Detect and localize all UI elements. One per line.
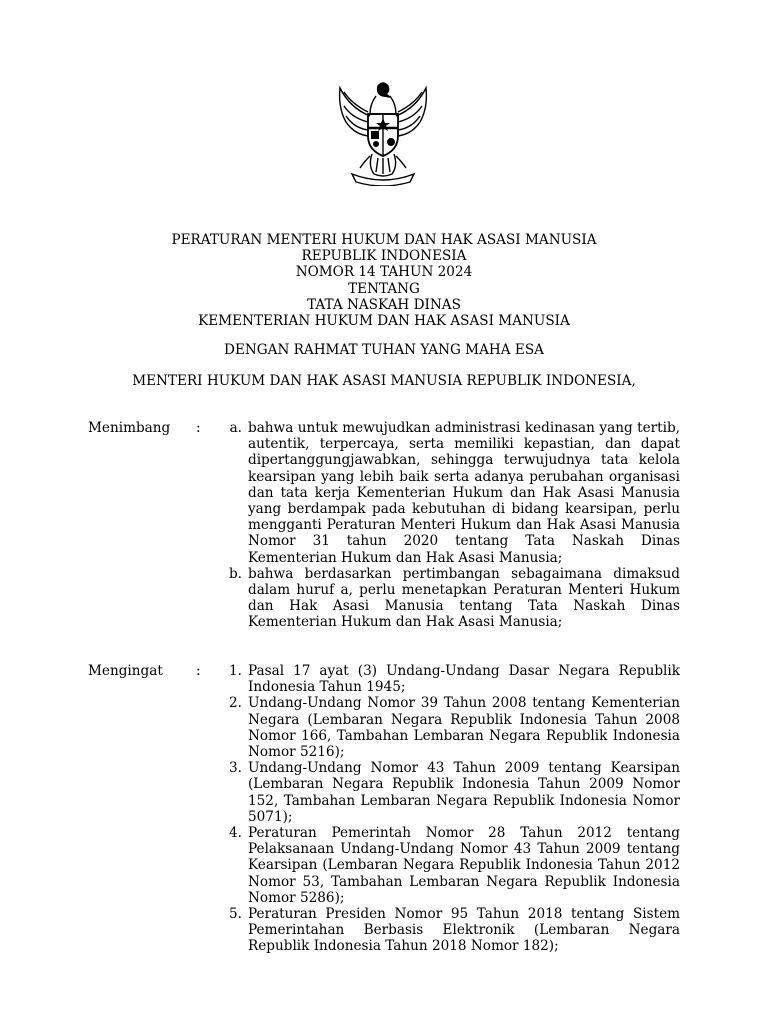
item-number: b. (228, 565, 242, 582)
garuda-emblem-icon (330, 78, 436, 186)
item-number: 3. (229, 760, 242, 777)
list-item (88, 420, 680, 566)
list-item (88, 663, 680, 695)
list-item (88, 906, 680, 955)
list-item (88, 566, 680, 631)
title-line: REPUBLIK INDONESIA (301, 248, 467, 265)
item-text: bahwa untuk mewujudkan administrasi kedinasan yang tertib, autentik, terpercaya, serta memiliki kepastian, dan dapat dipertanggungjawabkan, sehingga terwujudnya tata kelola kearsipan yang lebih baik serta adanya perubahan organisasi dan tata kerja Kementerian Hukum dan Hak Asasi Manusia yang berdampak pada kebutuhan di bidang kearsipan, perlu mengganti Peraturan Menteri Hukum dan Hak Asasi Manusia Nomor 31 tahun 2020 tentang Tata Naskah Dinas Kementerian Hukum dan Hak Asasi Manusia; (248, 420, 680, 566)
item-text: Undang-Undang Nomor 43 Tahun 2009 tentang Kearsipan (Lembaran Negara Republik Indonesia Tahun 2009 Nomor 152, Tambahan Lembaran Negara Republik Indonesia Nomor 5071); (248, 760, 680, 825)
item-number: 4. (229, 825, 242, 842)
list-item (88, 760, 680, 825)
minister-line: MENTERI HUKUM DAN HAK ASASI MANUSIA REPUBLIK INDONESIA, (132, 373, 636, 389)
title-line: TENTANG (348, 280, 420, 297)
title-line: NOMOR 14 TAHUN 2024 (295, 264, 473, 281)
item-number: 2. (229, 695, 242, 712)
item-number: 5. (229, 906, 242, 923)
section-label: Menimbang (88, 420, 171, 436)
item-text: Pasal 17 ayat (3) Undang-Undang Dasar Negara Republik Indonesia Tahun 1945; (248, 663, 680, 696)
section-colon: : (196, 663, 201, 679)
title-line: TATA NASKAH DINAS (307, 296, 461, 313)
item-text: Peraturan Presiden Nomor 95 Tahun 2018 tentang Sistem Pemerintahan Berbasis Elektronik (Lembaran Negara Republik Indonesia Tahun 2018 Nomor 182); (248, 906, 680, 955)
title-line: PERATURAN MENTERI HUKUM DAN HAK ASASI MANUSIA (171, 232, 597, 248)
item-number: a. (229, 420, 242, 436)
section-label: Mengingat (88, 663, 163, 679)
title-line: KEMENTERIAN HUKUM DAN HAK ASASI MANUSIA (198, 313, 570, 330)
regulation-title (0, 232, 768, 329)
section-colon: : (196, 420, 201, 436)
list-item (88, 695, 680, 760)
item-text: Undang-Undang Nomor 39 Tahun 2008 tentang Kementerian Negara (Lembaran Negara Republik Indonesia Tahun 2008 Nomor 166, Tambahan Lembaran Negara Republik Indonesia Nomor 5216); (248, 695, 680, 761)
item-text: bahwa berdasarkan pertimbangan sebagaimana dimaksud dalam huruf a, perlu menetapkan Peraturan Menteri Hukum dan Hak Asasi Manusia tentang Tata Naskah Dinas Kementerian Hukum dan Hak Asasi Manusia; (248, 565, 680, 631)
item-number: 1. (229, 663, 242, 679)
mengingat-section (88, 663, 680, 955)
menimbang-section (88, 420, 680, 631)
list-item (88, 825, 680, 906)
item-text: Peraturan Pemerintah Nomor 28 Tahun 2012 tentang Pelaksanaan Undang-Undang Nomor 43 Tahun 2009 tentang Kearsipan (Lembaran Negara Republik Indonesia Tahun 2012 Nomor 53, Tambahan Lembaran Negara Republik Indonesia Nomor 5286); (248, 825, 680, 906)
blessing-line: DENGAN RAHMAT TUHAN YANG MAHA ESA (224, 342, 544, 358)
